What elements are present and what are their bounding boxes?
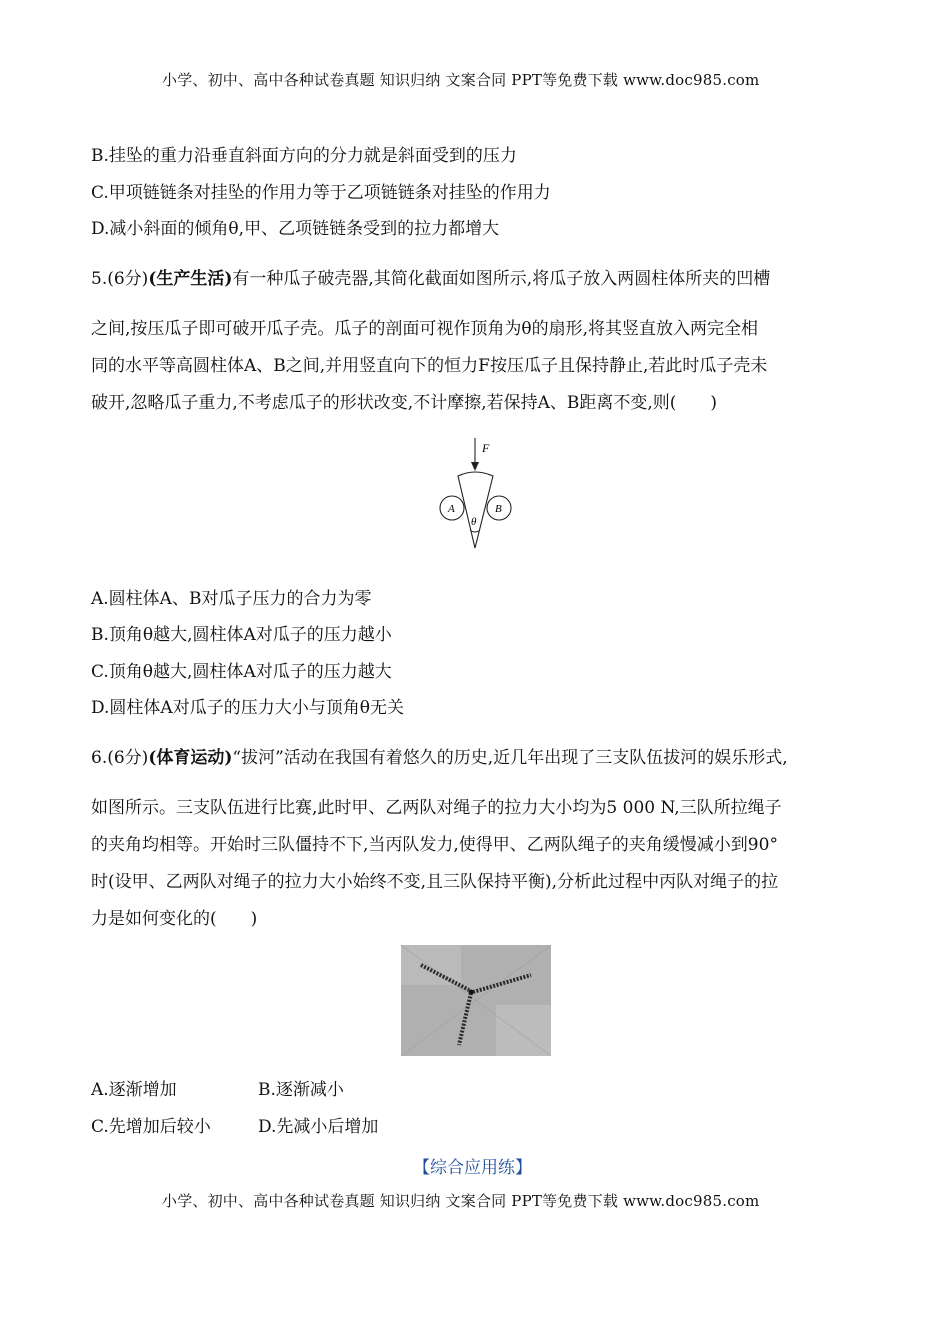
q5-number: 5.(6分) xyxy=(91,269,149,289)
q6-line-2: 如图所示。三支队伍进行比赛,此时甲、乙两队对绳子的拉力大小均为5 000 N,三队所拉绳子 xyxy=(91,798,782,818)
force-arrow-head xyxy=(471,462,479,471)
q6-option-b: B.逐渐减小 xyxy=(258,1080,344,1100)
q4-option-b: B.挂坠的重力沿垂直斜面方向的分力就是斜面受到的压力 xyxy=(91,146,517,166)
q6-option-a: A.逐渐增加 xyxy=(91,1080,177,1100)
q5-option-c: C.顶角θ越大,圆柱体A对瓜子的压力越大 xyxy=(91,662,392,682)
q4-option-c: C.甲项链链条对挂坠的作用力等于乙项链链条对挂坠的作用力 xyxy=(91,183,551,203)
force-label: F xyxy=(482,441,490,455)
cylinder-a-label: A xyxy=(448,503,455,515)
q5-option-a: A.圆柱体A、B对瓜子压力的合力为零 xyxy=(91,589,372,609)
q6-line-5: 力是如何变化的( ) xyxy=(91,909,258,929)
q5-option-b: B.顶角θ越大,圆柱体A对瓜子的压力越小 xyxy=(91,625,392,645)
photo-scene xyxy=(401,945,551,1056)
q5-line-1: 有一种瓜子破壳器,其简化截面如图所示,将瓜子放入两圆柱体所夹的凹槽 xyxy=(232,269,771,289)
q6-line-1: “拔河”活动在我国有着悠久的历史,近几年出现了三支队伍拔河的娱乐形式, xyxy=(232,748,788,768)
angle-label: θ xyxy=(471,516,477,528)
q6-tag: (体育运动) xyxy=(148,748,233,768)
q5-stem-line-1 xyxy=(91,268,770,290)
q5-figure xyxy=(430,432,530,552)
q5-line-2: 之间,按压瓜子即可破开瓜子壳。瓜子的剖面可视作顶角为θ的扇形,将其竖直放入两完全相 xyxy=(91,319,759,339)
q4-option-d: D.减小斜面的倾角θ,甲、乙项链链条受到的拉力都增大 xyxy=(91,219,500,239)
cylinder-b-label: B xyxy=(495,503,502,515)
tug-of-war-photo xyxy=(401,945,551,1056)
q6-option-d: D.先减小后增加 xyxy=(258,1117,379,1137)
section-title: 【综合应用练】 xyxy=(413,1158,532,1178)
q6-line-3: 的夹角均相等。开始时三队僵持不下,当丙队发力,使得甲、乙两队绳子的夹角缓慢减小到90° xyxy=(91,835,778,855)
q6-stem-line-1 xyxy=(91,747,788,769)
q5-tag: (生产生活) xyxy=(148,269,233,289)
page-footer: 小学、初中、高中各种试卷真题 知识归纳 文案合同 PPT等免费下载 www.doc985.com xyxy=(162,1192,760,1210)
q5-line-3: 同的水平等高圆柱体A、B之间,并用竖直向下的恒力F按压瓜子且保持静止,若此时瓜子壳未 xyxy=(91,356,768,376)
q6-option-c: C.先增加后较小 xyxy=(91,1117,211,1137)
q5-line-4: 破开,忽略瓜子重力,不考虑瓜子的形状改变,不计摩擦,若保持A、B距离不变,则( ) xyxy=(91,393,718,413)
q6-line-4: 时(设甲、乙两队对绳子的拉力大小始终不变,且三队保持平衡),分析此过程中丙队对绳子的拉 xyxy=(91,872,779,892)
page-header: 小学、初中、高中各种试卷真题 知识归纳 文案合同 PPT等免费下载 www.doc985.com xyxy=(162,71,760,89)
q5-option-d: D.圆柱体A对瓜子的压力大小与顶角θ无关 xyxy=(91,698,404,718)
q6-number: 6.(6分) xyxy=(91,748,149,768)
